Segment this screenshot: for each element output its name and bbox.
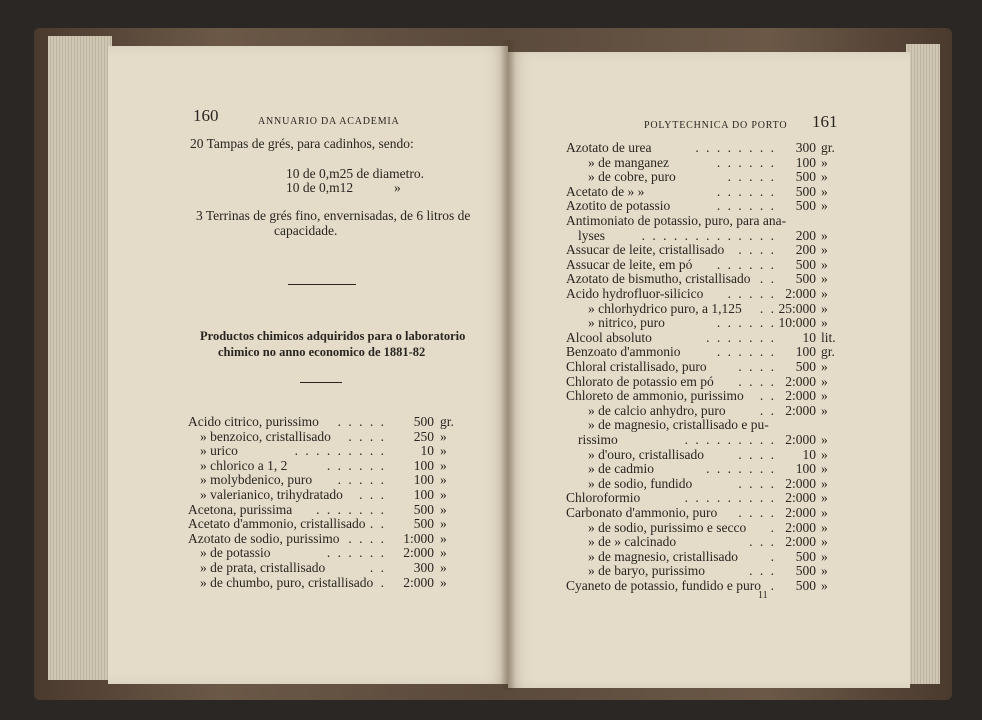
- item-label: » de prata, cristallisado: [200, 560, 326, 575]
- item-unit: »: [821, 578, 828, 593]
- right-page: [508, 52, 910, 688]
- leader-dots: . .: [759, 271, 776, 287]
- item-label: » de sodio, fundido: [588, 475, 693, 491]
- item-label: » nitrico, puro: [588, 315, 665, 331]
- item-label: » de manganez: [588, 154, 669, 170]
- item-value: 300: [795, 140, 816, 155]
- item-unit: »: [440, 472, 447, 488]
- page-edges-right: [906, 44, 940, 684]
- list-item: [566, 549, 836, 564]
- list-item: [566, 520, 836, 535]
- item-label: Azotato de sodio, purissimo: [188, 530, 340, 546]
- leader-dots: . . . . . .: [716, 198, 776, 214]
- divider-rule: [288, 284, 356, 285]
- list-item: [566, 213, 836, 228]
- leader-dots: . . .: [749, 534, 776, 550]
- item-value: 2:000: [785, 388, 816, 404]
- item-label: rissimo: [578, 432, 618, 447]
- item-unit: »: [821, 373, 828, 389]
- item-value: 10: [802, 329, 816, 345]
- leader-dots: . . . . . .: [716, 154, 776, 170]
- item-label: » valerianico, trihydratado: [200, 487, 343, 502]
- item-value: 500: [795, 169, 816, 185]
- item-value: 500: [795, 198, 816, 214]
- item-label: » de baryo, purissimo: [588, 563, 705, 579]
- page-number: 160: [193, 106, 219, 125]
- list-item: [188, 458, 456, 473]
- item-label: lyses: [578, 227, 605, 243]
- leader-dots: . . . .: [738, 359, 776, 374]
- leader-dots: . . . . . .: [716, 344, 776, 360]
- item-value: 200: [795, 242, 816, 258]
- leader-dots: . . . . . . .: [706, 329, 776, 345]
- list-item: [566, 286, 836, 301]
- item-label: » de cobre, puro: [588, 169, 676, 185]
- item-value: 1:000: [403, 530, 434, 546]
- item-value: 100: [795, 461, 816, 477]
- item-unit: »: [440, 574, 447, 590]
- list-item: [566, 403, 836, 418]
- leader-dots: . . . . . . . . . . . . .: [641, 227, 776, 243]
- item-label: Azotito de potassio: [566, 198, 671, 214]
- section-title-line-2: chimico no anno economico de 1881-82: [218, 345, 426, 359]
- leader-dots: . . . . . .: [716, 315, 776, 331]
- item-value: 2:000: [785, 534, 816, 550]
- item-label: » de magnesio, cristallisado: [588, 548, 738, 564]
- item-unit: »: [440, 428, 447, 444]
- item-unit: »: [440, 560, 447, 575]
- item-label: » urico: [200, 443, 238, 459]
- item-label: Benzoato d'ammonio: [566, 344, 681, 360]
- item-value: 2:000: [403, 545, 434, 561]
- item-value: 2:000: [785, 490, 816, 506]
- item-value: 2:000: [785, 505, 816, 520]
- item-value: 500: [413, 501, 434, 517]
- item-label: » de potassio: [200, 545, 271, 561]
- item-label: Carbonato d'ammonio, puro: [566, 505, 718, 520]
- leader-dots: . . . . . . .: [316, 501, 386, 517]
- leader-dots: . .: [369, 560, 386, 575]
- item-unit: gr.: [440, 414, 454, 429]
- item-unit: »: [821, 183, 828, 199]
- item-value: 10: [802, 446, 816, 462]
- book-spine: [500, 40, 516, 690]
- item-label: Acido citrico, purissimo: [188, 414, 319, 429]
- leader-dots: . . . .: [738, 446, 776, 462]
- item-label: Alcool absoluto: [566, 329, 652, 345]
- item-unit: »: [821, 388, 828, 404]
- item-value: 500: [413, 516, 434, 532]
- leader-dots: . . . .: [738, 475, 776, 491]
- item-value: 300: [413, 560, 434, 575]
- item-label: » de cadmio: [588, 461, 654, 477]
- leader-dots: . . . . .: [337, 414, 386, 429]
- item-label: » de calcio anhydro, puro: [588, 402, 726, 418]
- item-unit: »: [821, 227, 828, 243]
- leader-dots: . .: [759, 402, 776, 418]
- item-unit: »: [821, 169, 828, 185]
- item-unit: »: [821, 402, 828, 418]
- item-unit: »: [821, 271, 828, 287]
- leader-dots: . . . . .: [727, 286, 776, 301]
- list-item: [188, 472, 456, 487]
- list-item: [566, 271, 836, 286]
- leader-dots: . .: [759, 388, 776, 404]
- item-unit: »: [821, 505, 828, 520]
- item-label: Cyaneto de potassio, fundido e puro: [566, 578, 761, 593]
- list-item: [566, 184, 836, 199]
- list-item: [566, 432, 836, 447]
- item-label: Acetona, purissima: [188, 501, 293, 517]
- item-value: 250: [413, 428, 434, 444]
- item-value: 2:000: [785, 475, 816, 491]
- leader-dots: . . . . . . .: [706, 461, 776, 477]
- item-unit: »: [440, 443, 447, 459]
- leader-dots: . . . .: [348, 428, 386, 444]
- item-unit: »: [440, 487, 447, 502]
- list-item: [566, 169, 836, 184]
- item-unit: »: [821, 315, 828, 331]
- item-unit: »: [821, 534, 828, 550]
- item-value: 100: [795, 154, 816, 170]
- item-unit: »: [440, 516, 447, 532]
- item-value: 100: [413, 472, 434, 488]
- leader-dots: . . . . .: [337, 472, 386, 488]
- item-label: Chloral cristallisado, puro: [566, 359, 707, 374]
- leader-dots: .: [770, 519, 776, 535]
- leader-dots: . . . . . .: [716, 256, 776, 272]
- item-unit: »: [821, 242, 828, 258]
- leader-dots: . . . . . .: [326, 457, 386, 473]
- list-item: [566, 578, 836, 593]
- item-unit: »: [440, 501, 447, 517]
- item-value: 500: [795, 563, 816, 579]
- leader-dots: . .: [759, 300, 776, 316]
- item-value: 10:000: [778, 315, 816, 331]
- item-unit: »: [821, 548, 828, 564]
- item-unit: »: [821, 519, 828, 535]
- item-value: 2:000: [785, 373, 816, 389]
- item-value: 100: [795, 344, 816, 360]
- leader-dots: . . . . . . . . .: [684, 490, 776, 506]
- item-unit: gr.: [821, 344, 835, 360]
- list-item: [188, 560, 456, 575]
- item-label: » molybdenico, puro: [200, 472, 313, 488]
- item-value: 500: [795, 183, 816, 199]
- item-unit: »: [821, 300, 828, 316]
- list-item: [566, 155, 836, 170]
- intro-sub-2: 10 de 0,m12: [286, 180, 354, 195]
- list-item: [188, 502, 456, 517]
- leader-dots: . . . . . .: [326, 545, 386, 561]
- list-item: [566, 374, 836, 389]
- item-unit: »: [440, 530, 447, 546]
- item-value: 100: [413, 487, 434, 502]
- intro-line-2a: 3 Terrinas de grés fino, envernisadas, de 6 litros de: [196, 208, 471, 223]
- leader-dots: .: [380, 574, 386, 590]
- left-page: [108, 46, 508, 684]
- list-item: [188, 531, 456, 546]
- list-item: [188, 516, 456, 531]
- list-item: [188, 575, 456, 590]
- list-item: [566, 563, 836, 578]
- item-unit: gr.: [821, 140, 835, 155]
- item-value: 2:000: [403, 574, 434, 590]
- item-unit: »: [821, 359, 828, 374]
- intro-line-1: 20 Tampas de grés, para cadinhos, sendo:: [190, 136, 414, 151]
- leader-dots: . . . . . . . . .: [684, 432, 776, 447]
- leader-dots: . . .: [359, 487, 386, 502]
- leader-dots: .: [770, 578, 776, 593]
- leader-dots: . . . . . .: [716, 183, 776, 199]
- item-unit: »: [821, 563, 828, 579]
- leader-dots: . . . . .: [727, 169, 776, 185]
- list-item: [566, 461, 836, 476]
- leader-dots: . . .: [749, 563, 776, 579]
- item-label: Antimoniato de potassio, puro, para ana-: [566, 213, 787, 228]
- item-value: 25:000: [778, 300, 816, 316]
- item-label: » chlorhydrico puro, a 1,125: [588, 300, 742, 316]
- item-value: 500: [795, 578, 816, 593]
- list-item: [566, 447, 836, 462]
- item-value: 500: [413, 414, 434, 429]
- item-unit: »: [821, 154, 828, 170]
- page-edges-left: [48, 36, 112, 680]
- item-label: Azotato de urea: [566, 140, 652, 155]
- item-unit: »: [440, 457, 447, 473]
- item-label: Assucar de leite, em pó: [566, 256, 693, 272]
- list-item: [566, 257, 836, 272]
- item-label: » de chumbo, puro, cristallisado: [200, 574, 374, 590]
- item-value: 200: [795, 227, 816, 243]
- intro-line-2b: capacidade.: [274, 223, 338, 238]
- item-value: 2:000: [785, 432, 816, 447]
- leader-dots: . . . .: [738, 373, 776, 389]
- item-unit: »: [440, 545, 447, 561]
- intro-sub-2-mark: »: [394, 180, 401, 195]
- leader-dots: . . . .: [738, 505, 776, 520]
- list-item: [566, 301, 836, 316]
- leader-dots: . . . .: [738, 242, 776, 258]
- intro-sub-1: 10 de 0,m25 de diametro.: [286, 166, 424, 181]
- item-unit: »: [821, 446, 828, 462]
- leader-dots: . .: [369, 516, 386, 532]
- leader-dots: . . . . . . . .: [695, 140, 776, 155]
- item-value: 500: [795, 548, 816, 564]
- item-value: 2:000: [785, 402, 816, 418]
- item-value: 500: [795, 256, 816, 272]
- list-item: [188, 429, 456, 444]
- item-unit: »: [821, 432, 828, 447]
- list-item: [566, 140, 836, 155]
- list-item: [188, 443, 456, 458]
- list-item: [188, 414, 456, 429]
- list-item: [566, 315, 836, 330]
- item-label: » chlorico a 1, 2: [200, 457, 288, 473]
- list-item: [566, 198, 836, 213]
- item-label: » de sodio, purissimo e secco: [588, 519, 747, 535]
- item-unit: »: [821, 475, 828, 491]
- item-label: Acido hydrofluor-silicico: [566, 286, 704, 301]
- item-label: » d'ouro, cristallisado: [588, 446, 705, 462]
- item-label: Azotato de bismutho, cristallisado: [566, 271, 751, 287]
- list-item: [566, 344, 836, 359]
- page-number: 161: [812, 112, 838, 131]
- item-unit: »: [821, 286, 828, 301]
- list-item: [566, 242, 836, 257]
- item-value: 500: [795, 359, 816, 374]
- item-label: Chloroformio: [566, 490, 641, 506]
- item-value: 500: [795, 271, 816, 287]
- item-value: 100: [413, 457, 434, 473]
- item-value: 10: [420, 443, 434, 459]
- list-item: [566, 534, 836, 549]
- item-label: Assucar de leite, cristallisado: [566, 242, 725, 258]
- item-unit: lit.: [821, 329, 836, 345]
- item-label: » benzoico, cristallisado: [200, 428, 331, 444]
- item-label: Chloreto de ammonio, purissimo: [566, 388, 744, 404]
- leader-dots: . . . . . . . . .: [294, 443, 386, 459]
- list-item: [566, 476, 836, 491]
- list-item: [188, 487, 456, 502]
- list-item: [566, 490, 836, 505]
- list-item: [566, 228, 836, 243]
- item-unit: »: [821, 256, 828, 272]
- leader-dots: .: [770, 548, 776, 564]
- leader-dots: . . . .: [348, 530, 386, 546]
- item-unit: »: [821, 461, 828, 477]
- item-label: Chlorato de potassio em pó: [566, 373, 714, 389]
- item-unit: »: [821, 490, 828, 506]
- list-item: [566, 388, 836, 403]
- section-rule: [300, 382, 342, 383]
- list-item: [566, 330, 836, 345]
- running-head: POLYTECHNICA DO PORTO: [644, 120, 788, 131]
- list-item: [566, 417, 836, 432]
- list-item: [188, 545, 456, 560]
- item-label: » de magnesio, cristallisado e pu-: [588, 417, 769, 433]
- list-item: [566, 359, 836, 374]
- list-item: [566, 505, 836, 520]
- item-label: » de » calcinado: [588, 534, 677, 550]
- item-value: 2:000: [785, 286, 816, 301]
- signature-mark: 11: [758, 590, 768, 601]
- item-label: Acetato de » »: [566, 183, 645, 199]
- item-label: Acetato d'ammonio, cristallisado: [188, 516, 366, 532]
- running-head: ANNUARIO DA ACADEMIA: [258, 116, 400, 127]
- section-title-line-1: Productos chimicos adquiridos para o laboratorio: [200, 329, 466, 343]
- item-value: 2:000: [785, 519, 816, 535]
- item-unit: »: [821, 198, 828, 214]
